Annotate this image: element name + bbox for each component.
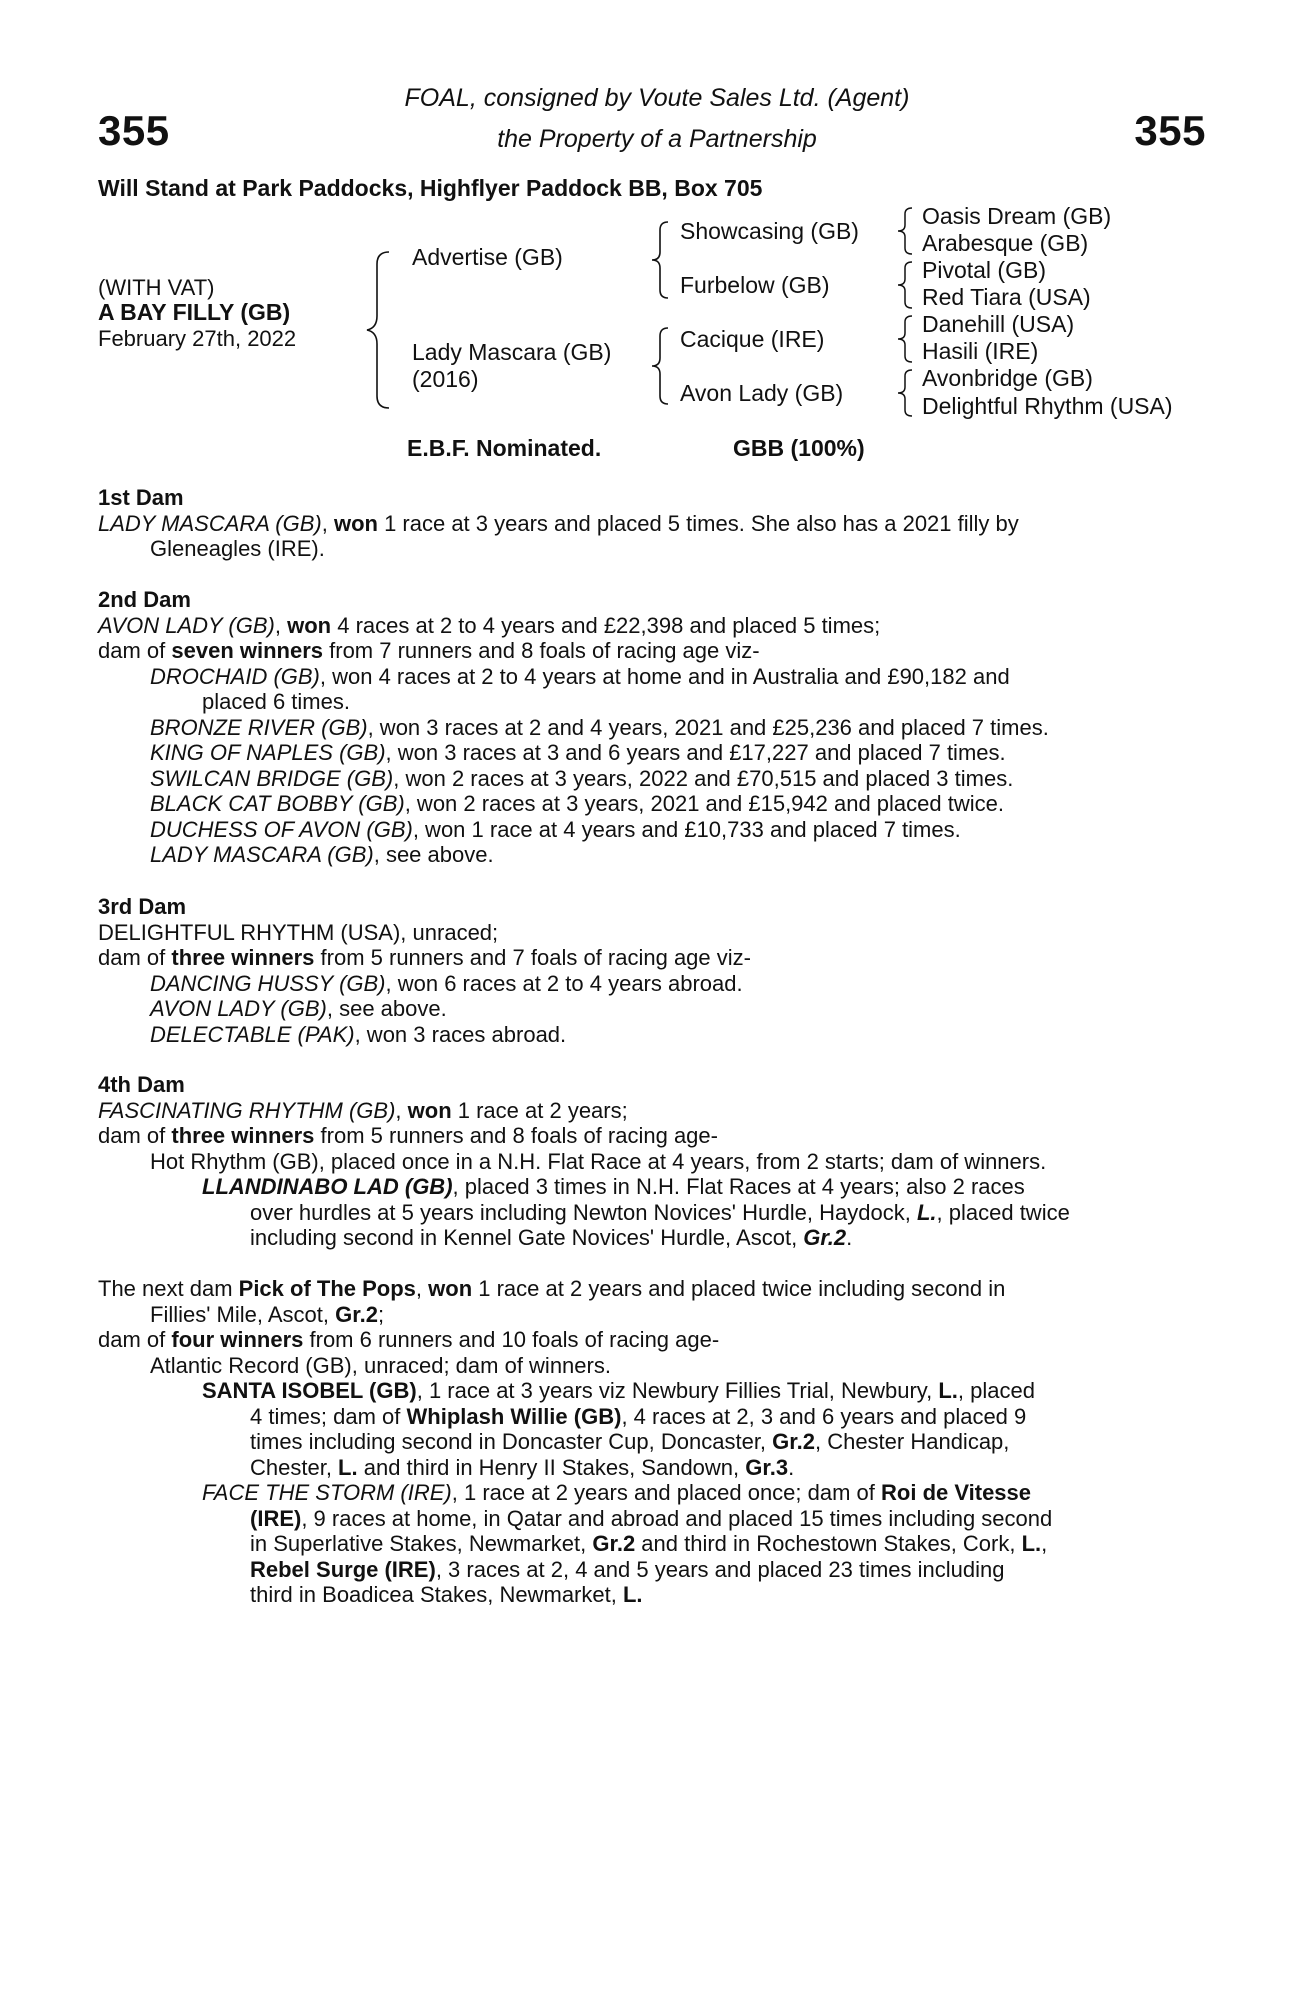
next-dam-section bbox=[98, 1276, 1206, 1608]
next-dam-line: The next dam Pick of The Pops, won 1 race at 2 years and placed twice including second in bbox=[98, 1276, 1006, 1301]
grand-progeny-item: SANTA ISOBEL (GB), 1 race at 3 years viz Newbury Fillies Trial, Newbury, L., placed bbox=[202, 1378, 1035, 1403]
section-title: 3rd Dam bbox=[98, 894, 187, 919]
grand-progeny-cont: over hurdles at 5 years including Newton Novices' Hurdle, Haydock, L., placed twice bbox=[250, 1199, 1070, 1225]
dam-name: LADY MASCARA (GB) bbox=[98, 510, 322, 536]
first-dam-section bbox=[98, 485, 1206, 562]
progeny-name: KING OF NAPLES (GB) bbox=[150, 740, 386, 765]
grand-progeny-cont: including second in Kennel Gate Novices' Hurdle, Ascot, Gr.2. bbox=[250, 1225, 853, 1250]
gen3-avon-lady: Avon Lady (GB) bbox=[680, 380, 844, 406]
winners-count: three winners bbox=[171, 1123, 315, 1148]
foaling-date: February 27th, 2022 bbox=[98, 326, 297, 351]
progeny-item-cont: placed 6 times. bbox=[202, 689, 350, 714]
fourth-dam-section bbox=[98, 1072, 1206, 1251]
grand-progeny-cont: times including second in Doncaster Cup, Doncaster, Gr.2, Chester Handicap, bbox=[250, 1429, 1010, 1454]
grand-progeny-cont: 4 times; dam of Whiplash Willie (GB), 4 races at 2, 3 and 6 years and placed 9 bbox=[250, 1403, 1027, 1429]
second-dam-section bbox=[98, 587, 1206, 868]
progeny-name: LADY MASCARA (GB) bbox=[150, 842, 374, 867]
dam-of-line: dam of four winners from 6 runners and 10 foals of racing age- bbox=[98, 1327, 720, 1352]
stand-location: Will Stand at Park Paddocks, Highflyer Paddock BB, Box 705 bbox=[98, 175, 763, 201]
won-label: won bbox=[333, 510, 378, 536]
lot-name: A BAY FILLY (GB) bbox=[98, 299, 291, 325]
property-line: the Property of a Partnership bbox=[497, 125, 817, 153]
dam-of-line: dam of three winners from 5 runners and 8 foals of racing age- bbox=[98, 1123, 718, 1148]
brace-gen1 bbox=[365, 250, 395, 410]
grand-progeny-cont: Chester, L. and third in Henry II Stakes, Sandown, Gr.3. bbox=[250, 1454, 795, 1480]
grand-progeny-item: FACE THE STORM (IRE), 1 race at 2 years and placed once; dam of Roi de Vitesse bbox=[202, 1480, 1032, 1505]
dam-of-line: dam of seven winners from 7 runners and 8 foals of racing age viz- bbox=[98, 638, 760, 663]
sire: Advertise (GB) bbox=[412, 244, 563, 270]
progeny-name: DELECTABLE (PAK) bbox=[150, 1021, 355, 1047]
progeny-item: BRONZE RIVER (GB), won 3 races at 2 and 4 years, 2021 and £25,236 and placed 7 times. bbox=[150, 714, 1049, 740]
grand-progeny-cont: (IRE), 9 races at home, in Qatar and abroad and placed 15 times including second bbox=[250, 1505, 1053, 1531]
progeny-name: AVON LADY (GB) bbox=[150, 996, 327, 1021]
progeny-name: LLANDINABO LAD (GB) bbox=[202, 1174, 453, 1199]
brace-g4-2 bbox=[895, 259, 915, 311]
progeny-item: DUCHESS OF AVON (GB), won 1 race at 4 years and £10,733 and placed 7 times. bbox=[150, 816, 961, 842]
progeny-item: DANCING HUSSY (GB), won 6 races at 2 to 4 years abroad. bbox=[150, 970, 743, 996]
progeny-name: FACE THE STORM (IRE) bbox=[202, 1480, 452, 1505]
progeny-item: DELECTABLE (PAK), won 3 races abroad. bbox=[150, 1021, 567, 1047]
brace-dam bbox=[648, 326, 672, 406]
dam-of-line: dam of three winners from 5 runners and 7 foals of racing age viz- bbox=[98, 945, 751, 970]
progeny-item: KING OF NAPLES (GB), won 3 races at 3 and 6 years and £17,227 and placed 7 times. bbox=[150, 740, 1006, 765]
gen4-arabesque: Arabesque (GB) bbox=[922, 230, 1089, 256]
gen4-avonbridge: Avonbridge (GB) bbox=[922, 365, 1093, 391]
consignor-line: FOAL, consigned by Voute Sales Ltd. (Agent) bbox=[404, 84, 910, 112]
vat-note: (WITH VAT) bbox=[98, 275, 215, 300]
winners-count: three winners bbox=[171, 945, 315, 970]
ebf-nominated: E.B.F. Nominated. bbox=[407, 435, 602, 461]
grand-progeny-cont: in Superlative Stakes, Newmarket, Gr.2 and third in Rochestown Stakes, Cork, L., bbox=[250, 1531, 1048, 1556]
third-dam-section bbox=[98, 894, 1206, 1047]
progeny-item: Atlantic Record (GB), unraced; dam of winners. bbox=[150, 1352, 611, 1378]
second-dam-line: AVON LADY (GB), won 4 races at 2 to 4 years and £22,398 and placed 5 times; bbox=[98, 612, 881, 638]
gen4-pivotal: Pivotal (GB) bbox=[922, 257, 1046, 283]
section-title: 1st Dam bbox=[98, 485, 184, 510]
winners-count: seven winners bbox=[171, 638, 324, 663]
grand-progeny-cont: third in Boadicea Stakes, Newmarket, L. bbox=[250, 1582, 643, 1607]
grand-progeny-cont: Rebel Surge (IRE), 3 races at 2, 4 and 5 years and placed 23 times including bbox=[250, 1556, 1005, 1582]
gen4-hasili: Hasili (IRE) bbox=[922, 338, 1039, 364]
brace-g4-4 bbox=[895, 367, 915, 419]
won-label: won bbox=[407, 1097, 452, 1123]
lot-number-right: 355 bbox=[1134, 107, 1206, 154]
gen3-cacique: Cacique (IRE) bbox=[680, 326, 825, 352]
gen3-showcasing: Showcasing (GB) bbox=[680, 218, 859, 244]
gen4-oasis-dream: Oasis Dream (GB) bbox=[922, 203, 1112, 229]
fourth-dam-line: FASCINATING RHYTHM (GB), won 1 race at 2 years; bbox=[98, 1097, 628, 1123]
progeny-name: SANTA ISOBEL (GB) bbox=[202, 1378, 417, 1403]
dam-name: Pick of The Pops bbox=[238, 1276, 416, 1301]
progeny-item: SWILCAN BRIDGE (GB), won 2 races at 3 years, 2022 and £70,515 and placed 3 times. bbox=[150, 765, 1014, 791]
won-label: won bbox=[428, 1276, 473, 1301]
progeny-name: DROCHAID (GB) bbox=[150, 663, 320, 689]
progeny-name: DANCING HUSSY (GB) bbox=[150, 970, 386, 996]
progeny-item: DROCHAID (GB), won 4 races at 2 to 4 years at home and in Australia and £90,182 and bbox=[150, 663, 1010, 689]
first-dam-line-cont: Gleneagles (IRE). bbox=[150, 536, 325, 561]
progeny-name: BLACK CAT BOBBY (GB) bbox=[150, 791, 405, 816]
progeny-item: AVON LADY (GB), see above. bbox=[150, 996, 447, 1021]
progeny-name: BRONZE RIVER (GB) bbox=[150, 714, 368, 740]
gen4-delightful-rhythm: Delightful Rhythm (USA) bbox=[922, 393, 1173, 419]
progeny-name: SWILCAN BRIDGE (GB) bbox=[150, 765, 394, 791]
first-dam-line: LADY MASCARA (GB), won 1 race at 3 years and placed 5 times. She also has a 2021 filly by bbox=[98, 510, 1019, 536]
dam-name: FASCINATING RHYTHM (GB) bbox=[98, 1097, 396, 1123]
gen4-danehill: Danehill (USA) bbox=[922, 311, 1075, 337]
lot-number-left: 355 bbox=[98, 107, 170, 154]
gen4-red-tiara: Red Tiara (USA) bbox=[922, 284, 1091, 310]
dam-year: (2016) bbox=[412, 366, 479, 392]
section-title: 4th Dam bbox=[98, 1072, 185, 1097]
section-title: 2nd Dam bbox=[98, 587, 191, 612]
grand-progeny-item: LLANDINABO LAD (GB), placed 3 times in N.H. Flat Races at 4 years; also 2 races bbox=[202, 1174, 1025, 1199]
third-dam-line: DELIGHTFUL RHYTHM (USA), unraced; bbox=[98, 919, 499, 945]
brace-g4-1 bbox=[895, 205, 915, 257]
brace-sire bbox=[648, 220, 672, 300]
progeny-item: Hot Rhythm (GB), placed once in a N.H. Flat Race at 4 years, from 2 starts; dam of winners. bbox=[150, 1148, 1047, 1174]
winners-count: four winners bbox=[171, 1327, 304, 1352]
dam-text: 4 races at 2 to 4 years and £22,398 and placed 5 times; bbox=[331, 612, 881, 638]
won-label: won bbox=[287, 612, 332, 638]
gbb-status: GBB (100%) bbox=[733, 435, 865, 461]
dam-name: AVON LADY (GB) bbox=[98, 612, 275, 638]
progeny-item: LADY MASCARA (GB), see above. bbox=[150, 842, 494, 867]
dam-text: 1 race at 3 years and placed 5 times. She also has a 2021 filly by bbox=[377, 510, 1019, 536]
progeny-item: BLACK CAT BOBBY (GB), won 2 races at 3 years, 2021 and £15,942 and placed twice. bbox=[150, 791, 1004, 816]
next-dam-line-cont: Fillies' Mile, Ascot, Gr.2; bbox=[150, 1301, 385, 1327]
progeny-name: DUCHESS OF AVON (GB) bbox=[150, 816, 413, 842]
dam: Lady Mascara (GB) bbox=[412, 339, 612, 365]
gen3-furbelow: Furbelow (GB) bbox=[680, 272, 830, 298]
brace-g4-3 bbox=[895, 313, 915, 365]
